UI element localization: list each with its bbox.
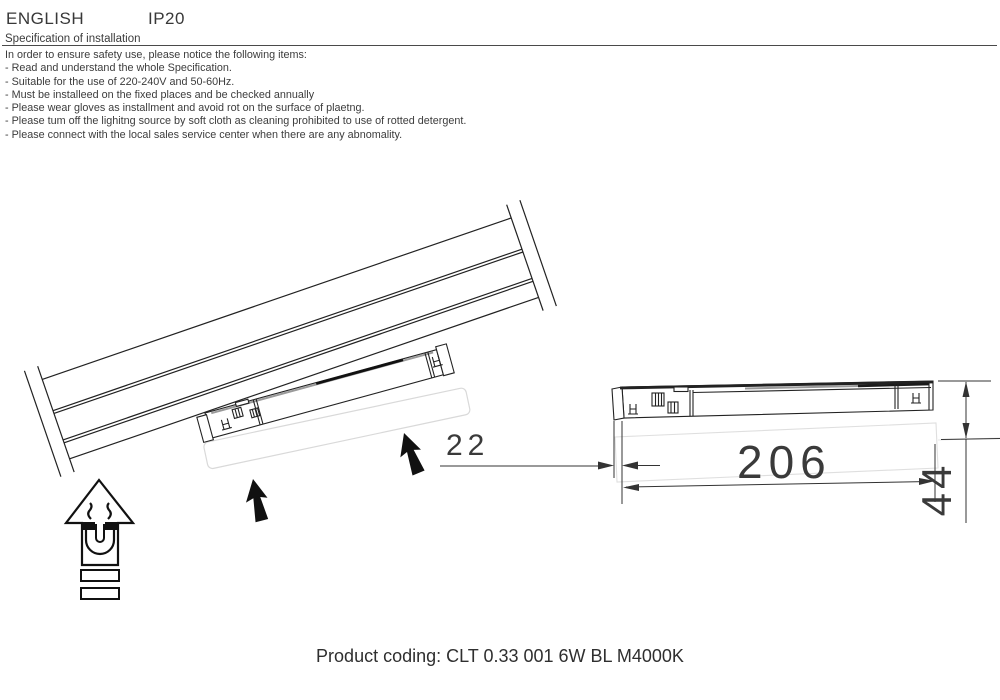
safety-item-2: - Suitable for the use of 220-240V and 50-60Hz. [5,75,235,88]
base-stripe [81,570,119,581]
base-stripe [81,588,119,599]
track-end-cap [520,200,556,306]
section-title: Specification of installation [5,33,141,45]
track-end-cap [24,371,60,477]
magnet-pole [105,522,117,530]
install-direction-arrow-icon [394,430,428,478]
install-direction-arrow-icon [242,477,271,523]
product-coding: Product coding: CLT 0.33 001 6W BL M4000K [316,646,684,666]
safety-item-5: - Please tum off the lighitng source by soft cloth as cleaning prohibited to use of rotted detergent. [5,115,467,128]
safety-item-6: - Please connect with the local sales service center when there are any abnomality. [5,128,403,141]
safety-item-1: - Read and understand the whole Specification. [5,62,232,75]
ip-rating: IP20 [148,9,185,28]
language-label: ENGLISH [6,9,85,28]
safety-item-3: - Must be installeed on the fixed places and be checked annually [5,88,315,101]
dim-206-label: 206 [737,436,832,488]
magnet-snap-icon [66,480,133,599]
track-end-cap [507,205,543,311]
track-end-cap [38,366,74,472]
up-arrow-outline [66,480,133,565]
safety-item-4: - Please wear gloves as installment and avoid rot on the surface of plaetng. [5,102,365,115]
dim-22-label: 22 [446,429,490,462]
dimension-22 [440,462,660,470]
fixture-end-cap [612,387,624,420]
magnet-pole [83,522,95,530]
safety-intro: In order to ensure safety use, please notice the following items: [5,49,307,61]
track-light-fixture-drawing [196,344,455,443]
dim-44-label: 44 [913,461,960,517]
top-notch [674,387,688,392]
